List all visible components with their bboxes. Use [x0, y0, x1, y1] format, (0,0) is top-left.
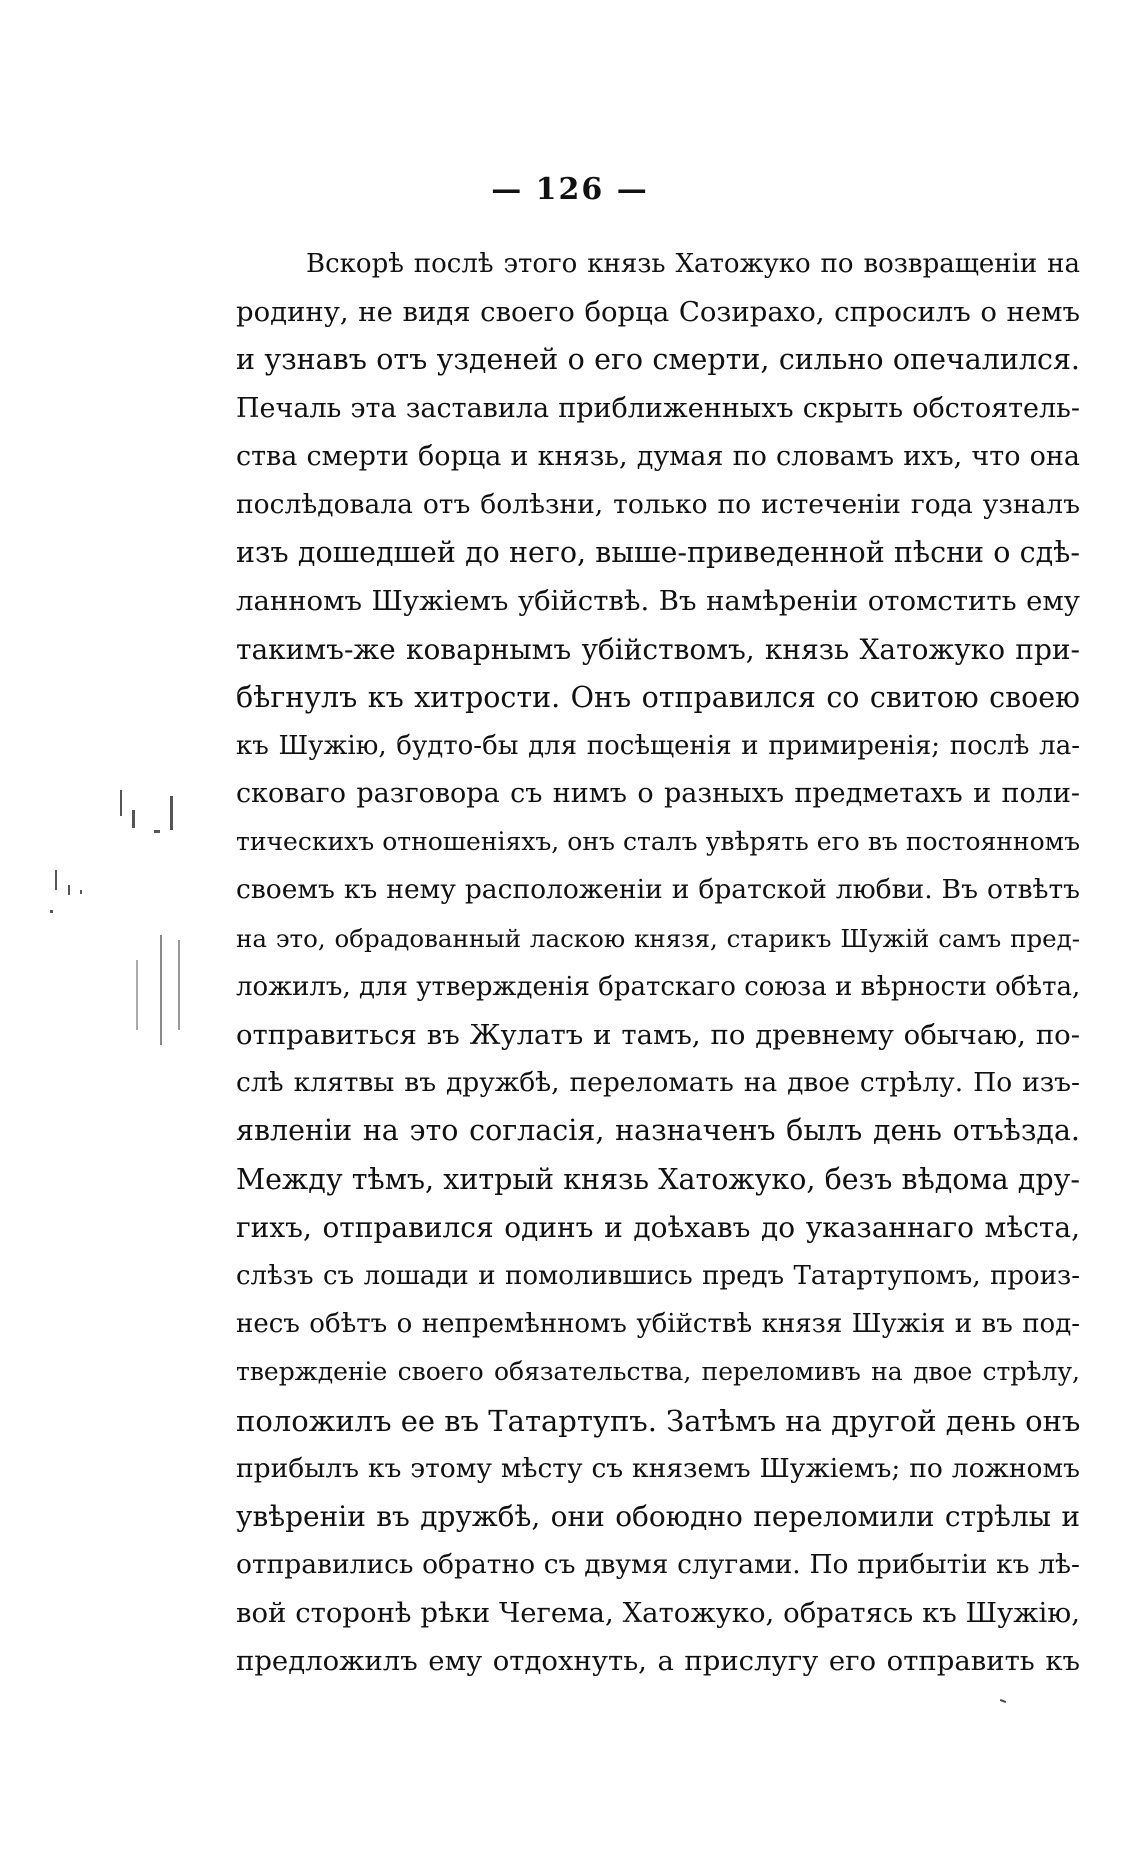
- text-line: ланномъ Шужіемъ убійствѣ. Въ намѣреніи отомстить ему: [236, 585, 1080, 618]
- text-line: сковаго разговора съ нимъ о разныхъ предметахъ и поли-: [236, 778, 1080, 810]
- text-line: своемъ къ нему расположеніи и братской любви. Въ отвѣтъ: [236, 874, 1080, 906]
- text-line: на это, обрадованный ласкою князя, старикъ Шужій самъ пред-: [236, 923, 1080, 953]
- text-line: твержденіе своего обязательства, переломивъ на двое стрѣлу,: [236, 1357, 1080, 1387]
- text-line: бѣгнулъ къ хитрости. Онъ отправился со свитою своею: [236, 680, 1080, 714]
- text-line: родину, не видя своего борца Созирахо, спросилъ о немъ: [236, 296, 1080, 329]
- text-line: ложилъ, для утвержденія братскаго союза и вѣрности обѣта,: [236, 971, 1081, 1002]
- ink-speck: [1000, 1699, 1006, 1703]
- text-line: отправились обратно съ двумя слугами. По прибытіи къ лѣ-: [236, 1549, 1080, 1581]
- body-text: [236, 240, 1080, 1686]
- text-line: слѣ клятвы въ дружбѣ, переломать на двое стрѣлу. По изъ-: [236, 1067, 1080, 1099]
- page-number: — 126 —: [491, 172, 649, 207]
- text-line: къ Шужію, будто-бы для посѣщенія и примиренія; послѣ ла-: [236, 730, 1080, 761]
- text-line: гихъ, отправился одинъ и доѣхавъ до указаннаго мѣста,: [236, 1210, 1080, 1244]
- text-line: Печаль эта заставила приближенныхъ скрыть обстоятель-: [236, 392, 1080, 424]
- text-line: предложилъ ему отдохнуть, а прислугу его отправить къ: [236, 1645, 1080, 1678]
- text-line: такимъ-же коварнымъ убійствомъ, князь Хатожуко при-: [236, 632, 1080, 666]
- text-line: ства смерти борца и князь, думая по словамъ ихъ, что она: [236, 440, 1080, 472]
- text-line: явленіи на это согласія, назначенъ былъ день отъѣзда.: [236, 1114, 1080, 1148]
- text-line: и узнавъ отъ узденей о его смерти, сильно опечалился.: [236, 343, 1080, 377]
- text-line: изъ дошедшей до него, выше-приведенной пѣсни о сдѣ-: [236, 536, 1080, 570]
- margin-ink-marks: [50, 790, 180, 1070]
- text-line: вой сторонѣ рѣки Чегема, Хатожуко, обратясь къ Шужію,: [236, 1597, 1080, 1630]
- text-line: слѣзъ съ лошади и помолившись предъ Татартупомъ, произ-: [236, 1260, 1080, 1291]
- text-line: положилъ ее въ Татартупъ. Затѣмъ на другой день онъ: [236, 1403, 1081, 1438]
- text-line: тическихъ отношеніяхъ, онъ сталъ увѣрять его въ постоянномъ: [236, 827, 1080, 857]
- text-line: Между тѣмъ, хитрый князь Хатожуко, безъ вѣдома дру-: [236, 1162, 1080, 1196]
- text-line: Вскорѣ послѣ этого князь Хатожуко по возвращеніи на: [306, 249, 1080, 279]
- text-line: отправиться въ Жулатъ и тамъ, по древнему обычаю, по-: [236, 1019, 1080, 1051]
- text-line: увѣреніи въ дружбѣ, они обоюдно переломили стрѣлы и: [236, 1499, 1080, 1533]
- text-line: послѣдовала отъ болѣзни, только по истеченіи года узналъ: [236, 488, 1080, 520]
- text-line: прибылъ къ этому мѣсту съ княземъ Шужіемъ; по ложномъ: [236, 1452, 1080, 1484]
- text-line: несъ обѣтъ о непремѣнномъ убійствѣ князя Шужія и въ под-: [236, 1309, 1080, 1340]
